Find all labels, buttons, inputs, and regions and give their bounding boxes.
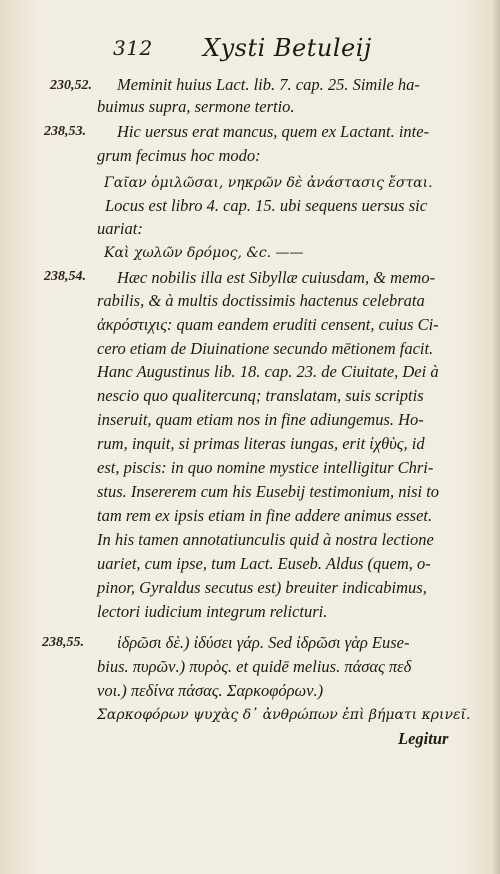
text-line: bius. πυρῶν.) πυρὸς. et quidē melius. πάσας πεδ (97, 657, 412, 676)
greek-verse-line: Καὶ χωλῶν δρόμος, &c. —— (104, 245, 304, 261)
greek-verse-line: Γαῖαν ὁμιλῶσαι, νηκρῶν δὲ ἀνάστασις ἔσται. (104, 175, 433, 191)
text-line: est, piscis: in quo nomine mystice intelligitur Chri- (97, 458, 434, 477)
catchword: Legitur (398, 729, 449, 748)
text-line: buimus supra, sermone tertio. (97, 97, 295, 116)
margin-note: 238,53. (44, 124, 86, 139)
text-line: lectori iudicium integrum relicturi. (97, 602, 328, 621)
text-line: grum fecimus hoc modo: (97, 146, 261, 165)
text-line: Hic uersus erat mancus, quem ex Lactant. inte- (117, 122, 430, 141)
text-line: stus. Insererem cum his Eusebij testimonium, nisi to (97, 482, 440, 501)
margin-note: 238,54. (44, 269, 86, 284)
text-line: cero etiam de Diuinatione secundo mētionem facit. (97, 339, 434, 358)
text-line: Meminit huius Lact. lib. 7. cap. 25. Simile ha- (117, 75, 420, 94)
text-line: tam rem ex ipsis etiam in fine addere animus esset. (97, 506, 433, 525)
page-edge-shadow (492, 0, 500, 874)
page-number: 312 (113, 36, 153, 60)
text-line: νοι.) πεδίνα πάσας. Σαρκοφόρων.) (97, 681, 324, 700)
text-line: ἰδρῶσι δὲ.) ἰδύσει γάρ. Sed ἰδρῶσι γὰρ Euse- (117, 633, 410, 652)
text-line: rum, inquit, si primas literas iungas, erit ἰχθὺς, id (97, 434, 425, 453)
text-line: pinor, Gyraldus secutus est) breuiter indicabimus, (97, 578, 427, 597)
margin-note: 238,55. (42, 635, 84, 650)
page-header (113, 34, 403, 68)
text-line: uariet, cum ipse, tum Lact. Euseb. Aldus (quem, o- (97, 554, 431, 573)
text-line: In his tamen annotatiunculis quid à nostra lectione (97, 530, 434, 549)
text-line: Hanc Augustinus lib. 18. cap. 23. de Ciuitate, Dei à (97, 362, 439, 381)
text-line: Locus est libro 4. cap. 15. ubi sequens uersus sic (105, 196, 428, 215)
text-line: ἀκρόστιχις: quam eandem eruditi censent, cuius Ci- (97, 315, 439, 334)
text-line: uariat: (97, 219, 143, 238)
margin-note: 230,52. (50, 78, 92, 93)
running-title: Xysti Betuleij (203, 34, 372, 62)
text-line: Hæc nobilis illa est Sibyllæ cuiusdam, & memo- (117, 268, 436, 287)
text-line: inseruit, quam etiam nos in fine adiungemus. Ho- (97, 410, 424, 429)
text-line: rabilis, & à multis doctissimis hactenus celebrata (97, 291, 425, 310)
greek-verse-line: Σαρκοφόρων ψυχὰς δ᾽ ἀνθρώπων ἐπὶ βήματι κρινεῖ. (97, 707, 471, 723)
text-line: nescio quo qualitercunq; translatam, suis scriptis (97, 386, 424, 405)
